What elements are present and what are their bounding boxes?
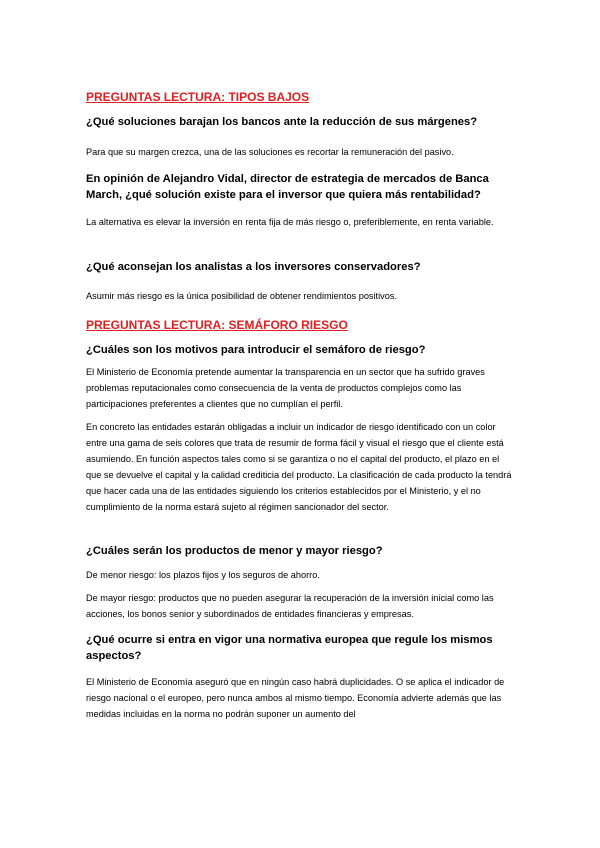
question-productos-riesgo: ¿Cuáles serán los productos de menor y mayor riesgo? [86, 545, 383, 557]
section-title-tipos-bajos: PREGUNTAS LECTURA: TIPOS BAJOS [86, 90, 310, 104]
question-soluciones-bancos: ¿Qué soluciones barajan los bancos ante la reducción de sus márgenes? [86, 116, 478, 128]
answer-normativa-europea: El Ministerio de Economía aseguró que en ningún caso habrá duplicidades. O se aplica el indicador de riesgo nacional o el europeo, pero nunca ambos al mismo tiempo. Economía advierte además que las medidas incluidas en la norma no podrán suponer un aumento del [86, 677, 505, 719]
section-title-semaforo-riesgo: PREGUNTAS LECTURA: SEMÁFORO RIESGO [86, 318, 348, 332]
question-normativa-europea: ¿Qué ocurre si entra en vigor una normativa europea que regule los mismos aspectos? [86, 634, 493, 662]
answer-alejandro-vidal: La alternativa es elevar la inversión en renta fija de más riesgo o, preferiblemente, en renta variable. [86, 217, 494, 227]
question-inversores-conservadores: ¿Qué aconsejan los analistas a los inversores conservadores? [86, 261, 421, 273]
question-motivos-semaforo: ¿Cuáles son los motivos para introducir el semáforo de riesgo? [86, 344, 426, 356]
question-alejandro-vidal: En opinión de Alejandro Vidal, director de estrategia de mercados de Banca March, ¿qué solución existe para el inversor que quiera más rentabilidad? [86, 173, 489, 201]
answer-soluciones-bancos: Para que su margen crezca, una de las soluciones es recortar la remuneración del pasivo. [86, 147, 454, 157]
answer-inversores-conservadores: Asumir más riesgo es la única posibilidad de obtener rendimientos positivos. [86, 291, 398, 301]
answer-motivos-semaforo-2: En concreto las entidades estarán obligadas a incluir un indicador de riesgo identificado con un color entre una gama de seis colores que trata de resumir de forma fácil y visual el riesgo que el cliente está asumiendo. En función aspectos tales como si se garantiza o no el capital del producto, el plazo en el que se devuelve el capital y la calidad crediticia del producto. La clasificación de cada producto la tendrá que hacer cada una de las entidades siguiendo los criterios establecidos por el Ministerio, y el no cumplimiento de la norma estará sujeto al régimen sancionador del sector. [86, 422, 512, 512]
answer-motivos-semaforo-1: El Ministerio de Economía pretende aumentar la transparencia en un sector que ha sufrido graves problemas reputacionales como consecuencia de la venta de productos complejos como las participaciones preferentes a clientes que no cumplían el perfil. [86, 367, 485, 409]
answer-productos-menor-riesgo: De menor riesgo: los plazos fijos y los seguros de ahorro. [86, 570, 320, 580]
answer-productos-mayor-riesgo: De mayor riesgo: productos que no pueden asegurar la recuperación de la inversión inicial como las acciones, los bonos senior y subordinados de entidades financieras y empresas. [86, 593, 494, 619]
